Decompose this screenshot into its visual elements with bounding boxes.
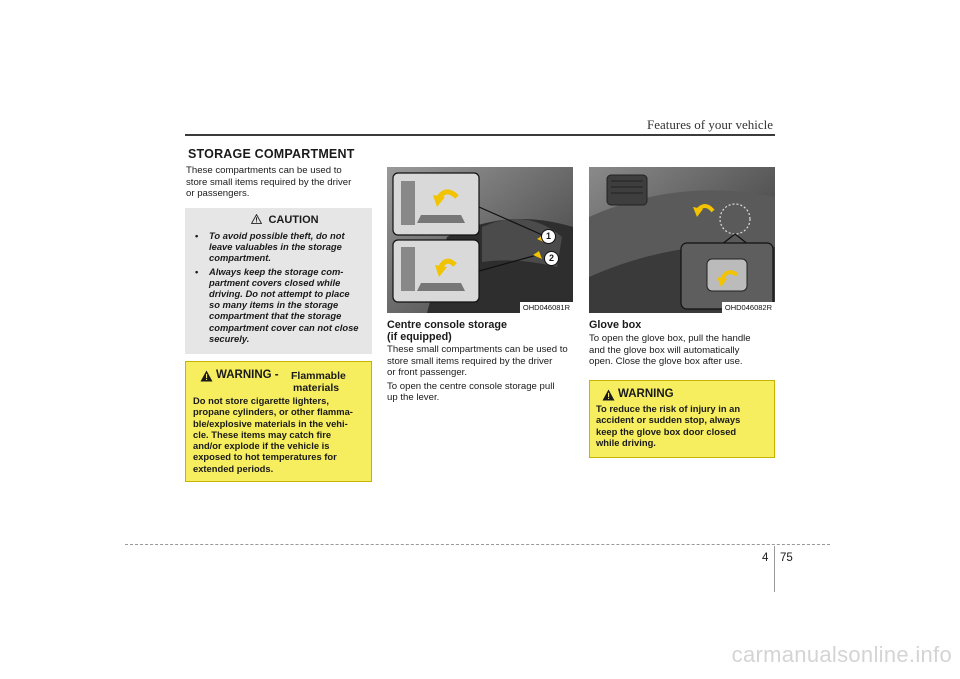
- warning-flammable-subtitle: Flammable: [291, 370, 346, 382]
- bullet-icon: •: [195, 230, 199, 241]
- figure-code: OHD046081R: [520, 302, 573, 313]
- console-storage-figure: [387, 167, 573, 313]
- warning-triangle-icon: [602, 389, 615, 401]
- footer-divider: [774, 546, 775, 592]
- warning-line: Do not store cigarette lighters,: [193, 395, 329, 406]
- body-line: To open the glove box, pull the handle: [589, 333, 751, 344]
- warning-flammable-text: [193, 395, 364, 474]
- warning-glovebox-title: WARNING: [618, 388, 674, 400]
- callout-marker-1: 1: [541, 229, 556, 244]
- console-storage-heading-line: (if equipped): [387, 331, 452, 343]
- caution-line: compartment cover can not close: [209, 321, 359, 333]
- glove-box-figure: [589, 167, 775, 313]
- caution-title-row: [206, 214, 364, 226]
- page-number: 75: [780, 552, 793, 564]
- caution-line: compartment that the storage: [209, 310, 342, 322]
- warning-line: propane cylinders, or other flamma-: [193, 406, 353, 418]
- caution-line: compartment.: [209, 252, 271, 264]
- caution-line: partment covers closed while: [209, 276, 341, 288]
- callout-marker-2: 2: [544, 251, 559, 266]
- warning-line: cle. These items may catch fire: [193, 428, 332, 440]
- caution-triangle-icon: [251, 214, 262, 224]
- warning-flammable-subtitle: materials: [293, 382, 340, 394]
- warning-flammable-title: WARNING -: [216, 369, 279, 381]
- warning-line: accident or sudden stop, always: [596, 414, 741, 426]
- warning-glovebox-title-row: [596, 387, 767, 403]
- intro-line: store small items required by the driver: [186, 176, 352, 188]
- body-line: These small compartments can be used to: [387, 344, 568, 355]
- caution-line: so many items in the storage: [209, 299, 339, 311]
- warning-glovebox-box: [589, 380, 775, 458]
- footer-rule: [125, 544, 830, 545]
- warning-flammable-box: [185, 361, 372, 482]
- warning-glovebox-text: [596, 403, 767, 448]
- console-storage-heading: [387, 319, 573, 343]
- caution-line: Always keep the storage com-: [209, 265, 344, 277]
- body-line: To open the centre console storage pull: [387, 380, 555, 392]
- glove-box-heading: Glove box: [589, 319, 642, 331]
- warning-triangle-icon: [200, 370, 213, 382]
- caution-item: [194, 266, 364, 344]
- warning-line: exposed to hot temperatures for: [193, 451, 337, 463]
- console-storage-heading-line: Centre console storage: [387, 319, 507, 331]
- glove-box-illustration: [589, 167, 775, 313]
- intro-paragraph: [186, 165, 372, 200]
- body-line: or front passenger.: [387, 367, 467, 379]
- intro-line: or passengers.: [186, 188, 250, 200]
- body-line: and the glove box will automatically: [589, 344, 740, 356]
- bullet-icon: •: [195, 265, 199, 277]
- warning-line: keep the glove box door closed: [596, 425, 737, 437]
- caution-list: [194, 230, 364, 344]
- warning-line: ble/explosive materials in the vehi-: [193, 417, 348, 429]
- warning-line: To reduce the risk of injury in an: [596, 403, 741, 414]
- caution-line: leave valuables in the storage: [209, 241, 342, 253]
- body-line: up the lever.: [387, 392, 440, 404]
- caution-item: [194, 230, 364, 264]
- console-storage-text: [387, 344, 573, 404]
- body-line: store small items required by the driver: [387, 355, 553, 367]
- warning-line: extended periods.: [193, 462, 274, 474]
- body-line: open. Close the glove box after use.: [589, 356, 743, 368]
- chapter-number: 4: [762, 552, 769, 564]
- warning-line: and/or explode if the vehicle is: [193, 440, 330, 452]
- caution-line: driving. Do not attempt to place: [209, 288, 350, 300]
- caution-title: CAUTION: [268, 214, 319, 226]
- caution-line: securely.: [209, 332, 250, 344]
- figure-code: OHD046082R: [722, 302, 775, 313]
- glove-box-text: [589, 333, 775, 368]
- warning-flammable-title-row: [193, 368, 364, 395]
- warning-line: while driving.: [596, 436, 656, 448]
- header-rule: [185, 134, 775, 136]
- section-heading: STORAGE COMPARTMENT: [188, 147, 355, 161]
- caution-line: To avoid possible theft, do not: [209, 230, 345, 241]
- watermark: carmanualsonline.info: [731, 642, 952, 667]
- caution-box: [185, 208, 372, 354]
- intro-line: These compartments can be used to: [186, 165, 342, 176]
- page-header-title: Features of your vehicle: [647, 117, 773, 132]
